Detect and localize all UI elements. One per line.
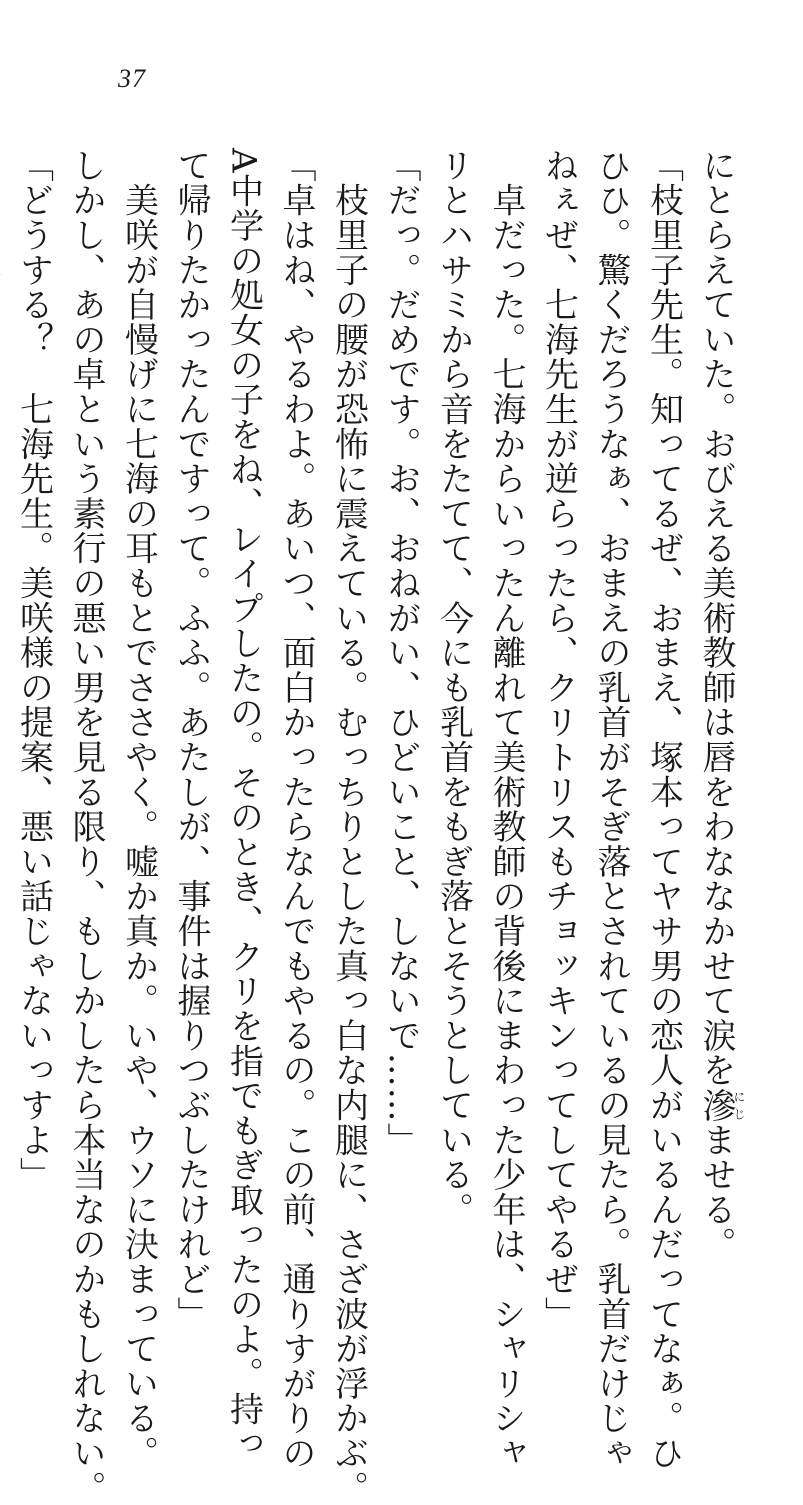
text-line: て帰りたかったんですって。ふふ。あたしが、事件は握りつぶしたけれど」 (171, 148, 211, 1332)
text-line: 「だっ。だめです。お、おねがい、ひどいこと、しないで……」 (381, 148, 421, 1158)
text-line (690, 148, 746, 1262)
text-line (0, 148, 7, 1118)
text-line: ねぇぜ、七海先生が逆らったら、クリトリスもチョッキンってしてやるぜ」 (538, 148, 579, 1332)
text-line: 卓だった。七海からいったん離れて美術教師の背後にまわった少年は、シャリシャ (486, 148, 526, 1471)
text-line: 枝里子の腰が恐怖に震えている。むっちりとした真っ白な内腿に、さざ波が浮かぶ。 (328, 148, 369, 1505)
text-line: 「どうする？ 七海先生。美咲様の提案、悪い話じゃないっすよ」 (13, 148, 54, 1192)
page-number: 37 (118, 64, 146, 93)
text-line-part: ませる。 (696, 1122, 736, 1262)
text-line: しかし、あの卓という素行の悪い男を見る限り、もしかしたら本当なのかもしれない。 (66, 148, 106, 1505)
text-line: 「卓はね、やるわよ。あいつ、面白かったらなんでもやるの。この前、通りすがりの (276, 148, 316, 1471)
text-line: リとハサミから音をたてて、今にも乳首をもぎ落とそうとしている。 (433, 148, 474, 1227)
text-line-part: にとらえていた。おびえる美術教師は唇をわななかせて涙を (696, 148, 736, 1088)
text-line: 「枝里子先生。知ってるぜ、おまえ、塚本ってヤサ男の恋人がいるんだってなぁ。ひ (643, 148, 684, 1471)
ruby-annotation (696, 1087, 746, 1123)
ruby-base: 滲 (696, 1087, 736, 1123)
text-line: 美咲が自慢げに七海の耳もとでささやく。嘘か真か。いや、ウソに決まっている。 (118, 148, 159, 1471)
text-line: ひひ。驚くだろうなぁ、おまえの乳首がそぎ落とされているの見たら。乳首だけじゃ (591, 148, 631, 1471)
ruby-reading: にじ (732, 1087, 746, 1123)
text-line: A中学の処女の子をね、レイプしたの。そのとき、クリを指でもぎ取ったのよ。持っ (223, 148, 264, 1461)
vertical-body-text (0, 148, 746, 1505)
